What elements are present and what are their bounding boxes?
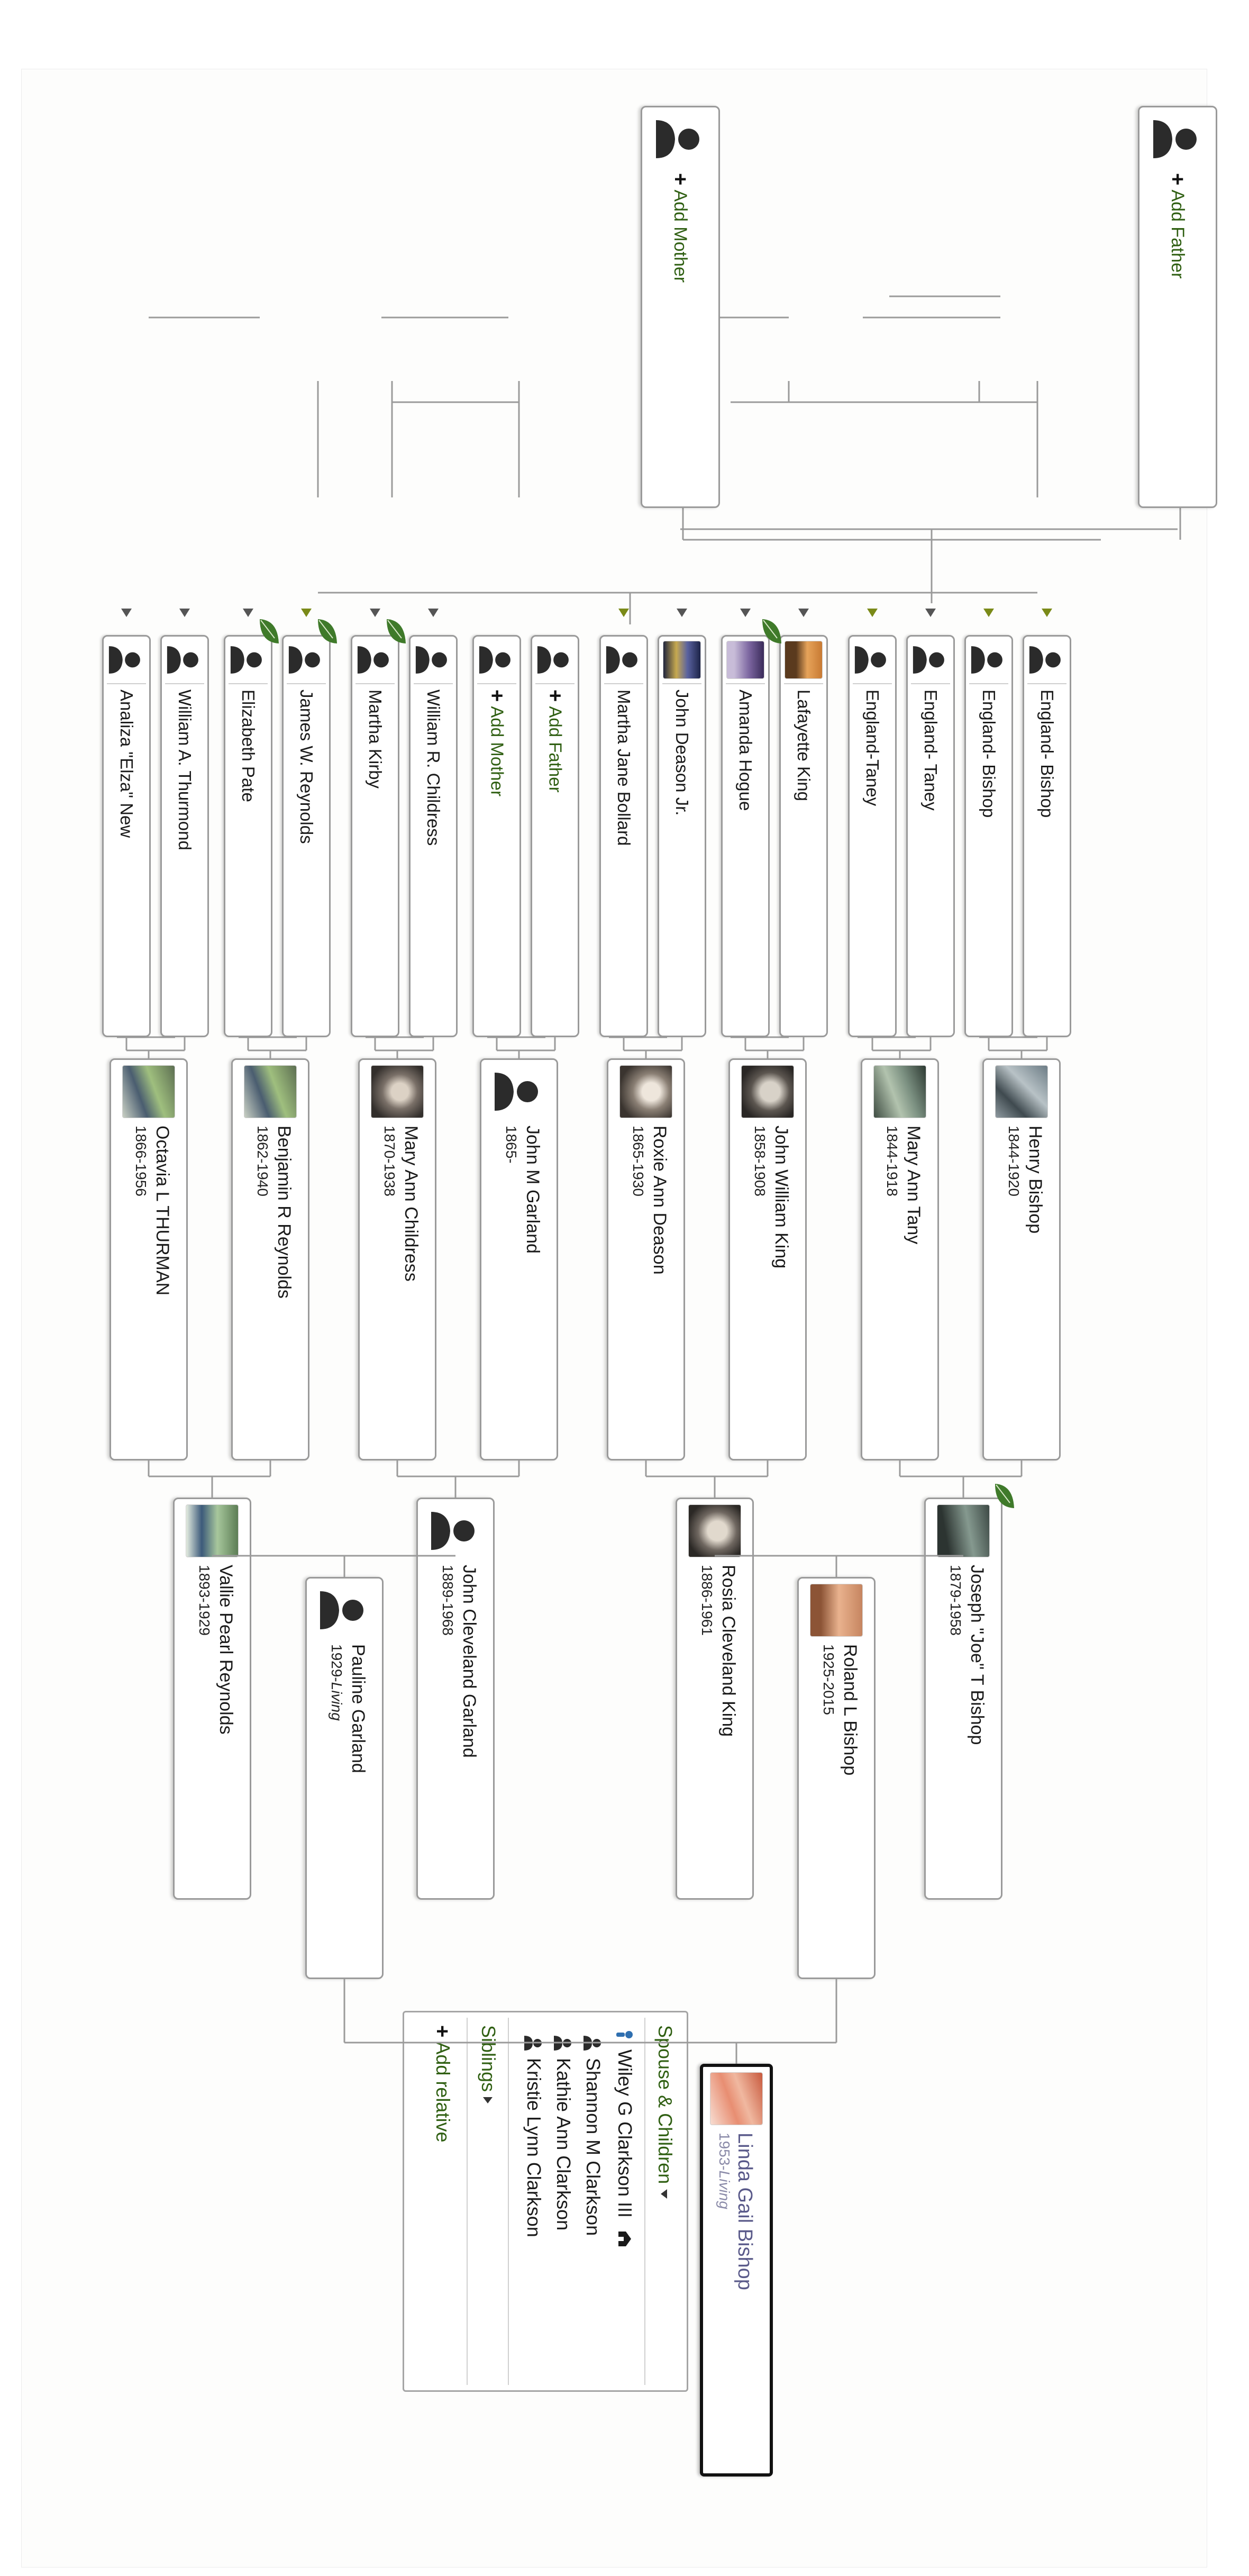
g3-person-card[interactable]	[721, 635, 770, 1037]
g3-person-name: England- Bishop	[979, 690, 999, 818]
g3-person-name: Martha Kirby	[366, 690, 385, 789]
person-silhouette-icon	[107, 641, 145, 679]
g3-person-card[interactable]	[224, 635, 272, 1037]
person-dates: 1865-1930	[630, 1126, 646, 1196]
person-silhouette-icon	[287, 641, 325, 679]
person-photo	[122, 1065, 175, 1118]
person-photo	[663, 641, 701, 679]
person-silhouette-icon	[605, 641, 643, 679]
g3-person-name: John Deason Jr.	[672, 690, 692, 816]
focus-person-name: Linda Gail Bishop	[734, 2133, 756, 2290]
person-dates: 1886-1961	[699, 1565, 715, 1636]
parent-card-father[interactable]	[797, 1577, 876, 1979]
great-grandparent-card[interactable]	[728, 1058, 807, 1461]
person-name: Pauline Garland	[348, 1644, 368, 1773]
divider	[644, 2018, 645, 2385]
person-name: Octavia L THURMAN	[152, 1126, 172, 1296]
person-silhouette-icon	[356, 641, 394, 679]
g3-person-card[interactable]	[848, 635, 897, 1037]
person-silhouette-icon	[478, 641, 516, 679]
g3-person-name: Analiza "Elza" New	[117, 690, 136, 838]
great-grandparent-card[interactable]	[607, 1058, 685, 1461]
plus-icon: +	[1166, 173, 1189, 186]
person-silhouette-icon	[970, 641, 1008, 679]
add-mother-top-label: +Add Mother	[669, 173, 692, 283]
person-dates: 1925-2015	[820, 1644, 837, 1715]
g3-add-father-card[interactable]	[531, 635, 579, 1037]
focus-person-dates: 1953-Living	[716, 2133, 733, 2209]
plus-icon: +	[431, 2025, 454, 2038]
g3-person-card[interactable]	[964, 635, 1013, 1037]
family-panel	[403, 2011, 688, 2392]
child-row[interactable]: Kristie Lynn Clarkson	[523, 2034, 545, 2237]
person-photo	[741, 1065, 794, 1118]
expand-arrow-icon[interactable]	[179, 609, 190, 617]
great-grandparent-card[interactable]	[861, 1058, 939, 1461]
person-silhouette-icon	[166, 641, 204, 679]
grandparent-card[interactable]	[924, 1498, 1002, 1900]
person-dates: 1870-1938	[381, 1126, 398, 1196]
g3-person-name: England-Taney	[863, 690, 882, 806]
g3-person-name: England- Bishop	[1037, 690, 1057, 818]
person-name: Roxie Ann Deason	[650, 1126, 670, 1275]
child-row[interactable]: Kathie Ann Clarkson	[552, 2034, 575, 2230]
person-photo	[995, 1065, 1048, 1118]
plus-icon: +	[669, 173, 692, 186]
g3-person-name: England- Taney	[921, 690, 941, 811]
person-name: Benjamin R Reynolds	[274, 1126, 294, 1299]
hint-leaf-icon[interactable]	[257, 617, 281, 646]
person-name: Mary Ann Tany	[904, 1126, 924, 1245]
hint-leaf-icon[interactable]	[992, 1482, 1016, 1510]
person-photo	[186, 1504, 239, 1557]
expand-arrow-icon[interactable]	[618, 609, 629, 617]
expand-arrow-icon[interactable]	[301, 609, 312, 617]
person-dates: 1844-1920	[1006, 1126, 1022, 1196]
chevron-right-icon	[483, 2097, 493, 2103]
spouse-children-toggle[interactable]: Spouse & Children	[654, 2025, 676, 2199]
grandparent-card[interactable]	[676, 1498, 754, 1900]
expand-arrow-icon[interactable]	[121, 609, 132, 617]
g3-add-mother-card[interactable]	[472, 635, 521, 1037]
child-row[interactable]: Shannon M Clarkson	[582, 2034, 604, 2236]
person-silhouette-icon	[1028, 641, 1066, 679]
g3-add-mother-label: +Add Mother	[485, 690, 509, 796]
person-silhouette-icon	[414, 641, 452, 679]
person-photo	[873, 1065, 926, 1118]
person-photo	[619, 1065, 672, 1118]
g3-person-name: James W. Reynolds	[297, 690, 316, 844]
person-silhouette-icon	[229, 641, 267, 679]
person-dates: 1865-	[503, 1126, 519, 1164]
g3-person-card[interactable]	[160, 635, 209, 1037]
person-silhouette-icon	[1151, 113, 1204, 166]
expand-arrow-icon[interactable]	[370, 609, 380, 617]
person-name: Roland L Bishop	[840, 1644, 860, 1776]
person-photo	[785, 641, 823, 679]
person-name: Joseph "Joe" T Bishop	[967, 1565, 987, 1745]
person-name: John M Garland	[523, 1126, 543, 1254]
great-grandparent-card[interactable]	[110, 1058, 188, 1461]
person-dates: 1866-1956	[133, 1126, 149, 1196]
great-grandparent-card[interactable]	[358, 1058, 436, 1461]
person-name: Rosia Cleveland King	[718, 1565, 739, 1737]
person-silhouette-icon	[853, 641, 891, 679]
person-silhouette-icon	[654, 113, 707, 166]
great-grandparent-card[interactable]	[982, 1058, 1061, 1461]
person-dates: 1889-1968	[440, 1565, 456, 1636]
g3-person-name: Martha Jane Bollard	[614, 690, 634, 846]
add-relative-button[interactable]: +Add relative	[431, 2025, 454, 2143]
expand-arrow-icon[interactable]	[867, 609, 878, 617]
person-silhouette-icon	[536, 641, 574, 679]
person-name: Vallie Pearl Reynolds	[216, 1565, 236, 1735]
expand-arrow-icon[interactable]	[428, 609, 439, 617]
person-silhouette-icon	[554, 2034, 573, 2053]
g3-person-name: Amanda Hogue	[736, 690, 755, 811]
person-photo	[710, 2072, 763, 2125]
plus-icon: +	[543, 690, 567, 702]
person-silhouette-icon	[429, 1504, 482, 1557]
person-photo	[810, 1584, 863, 1637]
person-photo	[688, 1504, 741, 1557]
person-dates: 1862-1940	[254, 1126, 271, 1196]
g3-person-card[interactable]	[779, 635, 828, 1037]
g3-person-name: William R. Childress	[424, 690, 443, 846]
person-dates: 1858-1908	[752, 1126, 768, 1196]
grandparent-card[interactable]	[416, 1498, 495, 1900]
expand-arrow-icon[interactable]	[798, 609, 809, 617]
hint-leaf-icon[interactable]	[384, 617, 408, 646]
person-dates: 1879-1958	[947, 1565, 964, 1636]
hint-leaf-icon[interactable]	[759, 617, 783, 646]
person-photo	[726, 641, 764, 679]
expand-arrow-icon[interactable]	[1042, 609, 1052, 617]
add-mother-card-top[interactable]	[641, 106, 720, 508]
g3-person-name: Elizabeth Pate	[239, 690, 258, 802]
siblings-toggle[interactable]: Siblings	[477, 2025, 499, 2103]
g3-person-name: William A. Thurmond	[175, 690, 195, 850]
person-silhouette-icon	[584, 2034, 603, 2053]
spouse-person-icon	[615, 2025, 634, 2044]
divider	[508, 2018, 509, 2385]
g3-person-card[interactable]	[282, 635, 331, 1037]
g3-person-card[interactable]	[658, 635, 706, 1037]
g3-person-card[interactable]	[409, 635, 458, 1037]
expand-arrow-icon[interactable]	[740, 609, 751, 617]
expand-arrow-icon[interactable]	[925, 609, 936, 617]
add-father-card-top[interactable]	[1138, 106, 1217, 508]
family-group-icon	[615, 2229, 634, 2248]
person-silhouette-icon	[493, 1065, 545, 1118]
divider	[467, 2018, 468, 2385]
parent-card-mother[interactable]	[305, 1577, 384, 1979]
person-name: John William King	[771, 1126, 791, 1269]
great-grandparent-card[interactable]	[480, 1058, 558, 1461]
person-name: Mary Ann Childress	[401, 1126, 421, 1282]
g3-person-card[interactable]	[351, 635, 399, 1037]
expand-arrow-icon[interactable]	[243, 609, 253, 617]
person-photo	[937, 1504, 990, 1557]
person-silhouette-icon	[524, 2034, 543, 2053]
hint-leaf-icon[interactable]	[315, 617, 339, 646]
spouse-row[interactable]: Wiley G Clarkson III	[614, 2025, 636, 2254]
person-dates: 1929-Living	[329, 1644, 345, 1721]
g3-person-card[interactable]	[1023, 635, 1071, 1037]
chevron-down-icon	[661, 2189, 667, 2199]
great-grandparent-card[interactable]	[231, 1058, 309, 1461]
focus-person-card[interactable]	[700, 2064, 773, 2477]
g3-person-card[interactable]	[906, 635, 955, 1037]
g3-person-card[interactable]	[599, 635, 648, 1037]
person-name: John Cleveland Garland	[459, 1565, 479, 1758]
person-silhouette-icon	[318, 1584, 371, 1637]
person-name: Henry Bishop	[1025, 1126, 1045, 1234]
g3-person-name: Lafayette King	[794, 690, 814, 801]
person-photo	[244, 1065, 297, 1118]
add-father-top-label: +Add Father	[1166, 173, 1189, 279]
expand-arrow-icon[interactable]	[677, 609, 687, 617]
expand-arrow-icon[interactable]	[983, 609, 994, 617]
person-silhouette-icon	[911, 641, 950, 679]
person-photo	[371, 1065, 424, 1118]
g3-person-card[interactable]	[102, 635, 151, 1037]
person-dates: 1844-1918	[884, 1126, 900, 1196]
grandparent-card[interactable]	[173, 1498, 251, 1900]
plus-icon: +	[485, 690, 509, 702]
person-dates: 1893-1929	[196, 1565, 213, 1636]
g3-add-father-label: +Add Father	[543, 690, 567, 793]
